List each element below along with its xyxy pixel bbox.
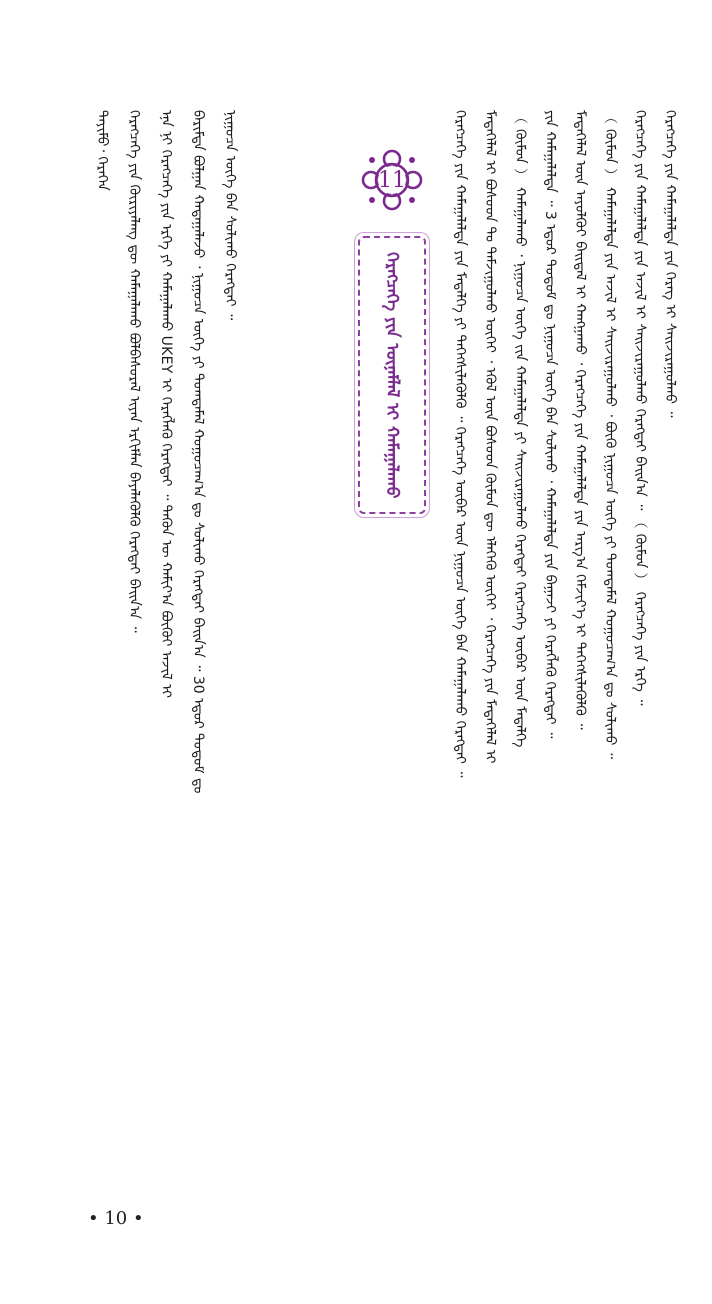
- text-column: ᠬᠡᠷᠡᠭᠴᠡᠭᠡ ᠶᠢᠨ ᠬᠠᠮᠠᠭᠠᠯᠠᠯᠲᠠ ᠶᠢᠨ ᠬᠡᠷᠡᠭ ᠢ ᠰᠠᠢᠵᠢᠷᠠᠭᠤᠯᠬᠤ ᠃: [662, 110, 678, 418]
- text-column: （ ᠬᠦᠮᠦᠨ ） ᠬᠠᠮᠠᠭᠠᠯᠠᠬᠤ ᠂ ᠨᠢᠭᠤᠴᠠ ᠦᠭᠡ ᠵᠢᠨ ᠬᠠᠮᠠᠭᠠᠯᠠᠯᠲᠠ ᠶᠢ ᠰᠠᠢᠵᠢᠷᠠᠭᠤᠯᠬᠤ ᠬᠡᠷᠡᠭᠲᠡᠢ ᠬᠡᠷᠡᠭᠴᠡᠭᠡ ᠦᠪᠡᠷ ᠦᠨ ᠮᠡᠳᠡᠯᠭᠡ: [512, 110, 528, 748]
- text-column: ᠲᠡᠶᠢᠮᠦ᠂ ᠬᠡᠷᠡᠭᠡᠨ: [94, 110, 110, 191]
- text-column: ᠡᠨᠡ ᠨᠢ ᠬᠡᠷᠡᠭᠴᠡᠭᠡ ᠶᠢᠨ ᠡᠷᠬᠡ ᠶᠢ ᠬᠠᠮᠠᠭᠠᠯᠠᠬᠤ UKEY ᠢ ᠬᠡᠷᠡᠭᠯᠡᠬᠦ ᠬᠡᠷᠡᠭᠲᠡᠢ ᠃ ᠲᠡᠭᠦᠨ ᠦ ᠬᠠᠮᠢᠶ᠎ᠠ ᠪᠦᠬᠦᠢ ᠠᠵᠢᠯ ᠢ: [158, 110, 174, 698]
- text-column: ᠶᠢᠨ ᠬᠠᠮᠠᠭᠠᠯᠠᠯᠲᠠ ᠃ 3 ᠡᠳᠦᠷ ᠲᠤᠲᠤᠮ ᠳᠤ ᠨᠢᠭᠤᠴᠠ ᠦᠭᠡ ᠪᠡᠨ ᠰᠣᠯᠢᠬᠤ ᠂ ᠬᠠᠮᠠᠭᠠᠯᠠᠯᠲᠠ ᠶᠢᠨ ᠪᠠᠭᠠᠵᠢ ᠶᠢ ᠬᠡᠷᠡᠭᠯᠡᠬᠦ ᠬᠡᠷᠡᠭᠲᠡᠢ ᠃: [542, 110, 558, 739]
- chapter-title-frame: [358, 236, 426, 514]
- chapter-emblem: [360, 148, 424, 212]
- text-column: ᠬᠡᠷᠡᠭᠴᠡᠭᠡ ᠶᠢᠨ ᠬᠠᠮᠠᠭᠠᠯᠠᠯᠲᠠ ᠶᠢᠨ ᠠᠵᠢᠯ ᠢ ᠰᠠᠢᠵᠢᠷᠠᠭᠤᠯᠬᠤ ᠬᠡᠷᠡᠭᠲᠡᠢ ᠪᠠᠢᠨ᠎ᠠ ᠃ （ ᠬᠦᠮᠦᠨ ） ᠬᠡᠷᠡᠭᠴᠡᠭᠡ ᠶᠢᠨ ᠡᠷᠬᠡ ᠃: [632, 110, 648, 706]
- text-column: ᠬᠡᠷᠡᠭᠴᠡᠭᠡ ᠶᠢᠨ ᠬᠦᠷᠢᠶᠡᠯᠡᠩ ᠳᠦ ᠬᠠᠮᠠᠭᠠᠯᠠᠬᠤ ᠪᠣᠯᠪᠠᠰᠤᠷᠠᠯ ᠢᠶᠡᠨ ᠡᠷᠬᠢᠮᠯᠡᠨ ᠪᠡᠶᠡᠯᠡᠭᠦᠯᠬᠦ ᠬᠡᠷᠡᠭᠲᠡᠢ ᠪᠠᠢᠨ᠎ᠠ ᠃: [126, 110, 142, 633]
- chapter-number: 11: [378, 167, 406, 193]
- text-column: （ ᠬᠦᠮᠦᠨ ） ᠬᠠᠮᠠᠭᠠᠯᠠᠯᠲᠠ ᠶᠢᠨ ᠠᠵᠢᠯ ᠢ ᠰᠠᠢᠵᠢᠷᠠᠭᠤᠯᠬᠤ ᠂ ᠪᠦᠬᠦ ᠨᠢᠭᠤᠴᠠ ᠦᠭᠡ ᠶᠢ ᠲᠣᠭᠲᠠᠮᠠᠯ ᠬᠤᠭᠤᠴᠠᠭ᠎ᠠ ᠳᠤ ᠰᠣᠯᠢᠬᠤ ᠃: [602, 110, 618, 759]
- text-column: ᠬᠡᠷᠡᠭᠴᠡᠭᠡ ᠶᠢᠨ ᠬᠠᠮᠠᠭᠠᠯᠠᠯᠲᠠ ᠶᠢᠨ ᠮᠡᠳᠡᠯᠭᠡ ᠶᠢ ᠳᠡᠭᠡᠭᠰᠢᠯᠡᠭᠦᠯᠬᠦ ᠃ ᠬᠡᠷᠡᠭᠴᠡᠭᠡ ᠦᠪᠡᠷ ᠦᠨ ᠨᠢᠭᠤᠴᠠ ᠦᠭᠡ ᠪᠡᠨ ᠬᠠᠮᠠᠭᠠᠯᠠᠬᠤ ᠬᠡᠷᠡᠭᠲᠡᠢ ᠃: [452, 110, 468, 778]
- text-column: ᠮᠡᠳᠡᠭᠡᠯᠡᠯ ᠦᠨ ᠠᠶᠤᠯᠭᠦᠢ ᠪᠠᠢᠳᠠᠯ ᠢ ᠬᠠᠩᠭᠠᠬᠤ ᠂ ᠬᠡᠷᠡᠭᠴᠡᠭᠡ ᠶᠢᠨ ᠬᠠᠮᠠᠭᠠᠯᠠᠯᠲᠠ ᠶᠢᠨ ᠠᠷᠭ᠎ᠠ ᠬᠡᠮᠵᠢᠶ᠎ᠡ ᠢ ᠳᠡᠭᠡᠭᠰᠢᠯᠡᠭᠦᠯᠬᠦ ᠃: [572, 110, 588, 730]
- chapter-title: ᠬᠡᠷᠡᠭᠴᠡᠭᠡ ᠶᠢᠨ ᠦᠨᠡᠮᠯᠡᠯ ᠢ ᠬᠠᠮᠠᠭᠠᠯᠠᠬᠤ: [382, 251, 402, 499]
- page-number: • 10 •: [88, 1208, 144, 1229]
- text-column: ᠮᠡᠳᠡᠭᠡᠯᠡᠯ ᠢ ᠪᠤᠰᠤᠳ ᠲᠤ ᠳᠠᠮᠵᠢᠭᠤᠯᠬᠤ ᠦᠭᠡᠢ ᠂ ᠡᠭᠦᠯ ᠦᠨ ᠪᠤᠰᠤᠳ ᠬᠦᠮᠦᠨ ᠳᠦ ᠡᠯᠡᠭᠡᠬᠦ ᠦᠭᠡᠢ ᠂ ᠬᠡᠷᠡᠭᠴᠡᠭᠡ ᠶᠢᠨ ᠮᠡᠳᠡᠭᠡᠯᠡᠯ ᠢ: [482, 110, 498, 764]
- text-column: ᠨᠢᠭᠤᠴᠠ ᠦᠭᠡ ᠪᠡᠨ ᠰᠣᠯᠢᠬᠤ ᠬᠡᠷᠡᠭᠲᠡᠢ ᠃: [222, 110, 238, 321]
- text-column: ᠪᠠᠷᠢᠮᠲᠠ ᠪᠣᠯᠭᠠᠨ ᠬᠠᠳᠠᠭᠠᠯᠠᠵᠤ ᠂ ᠨᠢᠭᠤᠴᠠ ᠦᠭᠡ ᠶᠢ ᠲᠣᠭᠲᠠᠮᠠᠯ ᠬᠤᠭᠤᠴᠠᠭ᠎ᠠ ᠳᠤ ᠰᠣᠯᠢᠬᠤ ᠬᠡᠷᠡᠭᠲᠡᠢ ᠪᠠᠢᠨ᠎ᠠ ᠃ 30 ᠡᠳᠦᠷ ᠲᠤᠲᠤᠮ ᠳᠤ: [190, 110, 206, 794]
